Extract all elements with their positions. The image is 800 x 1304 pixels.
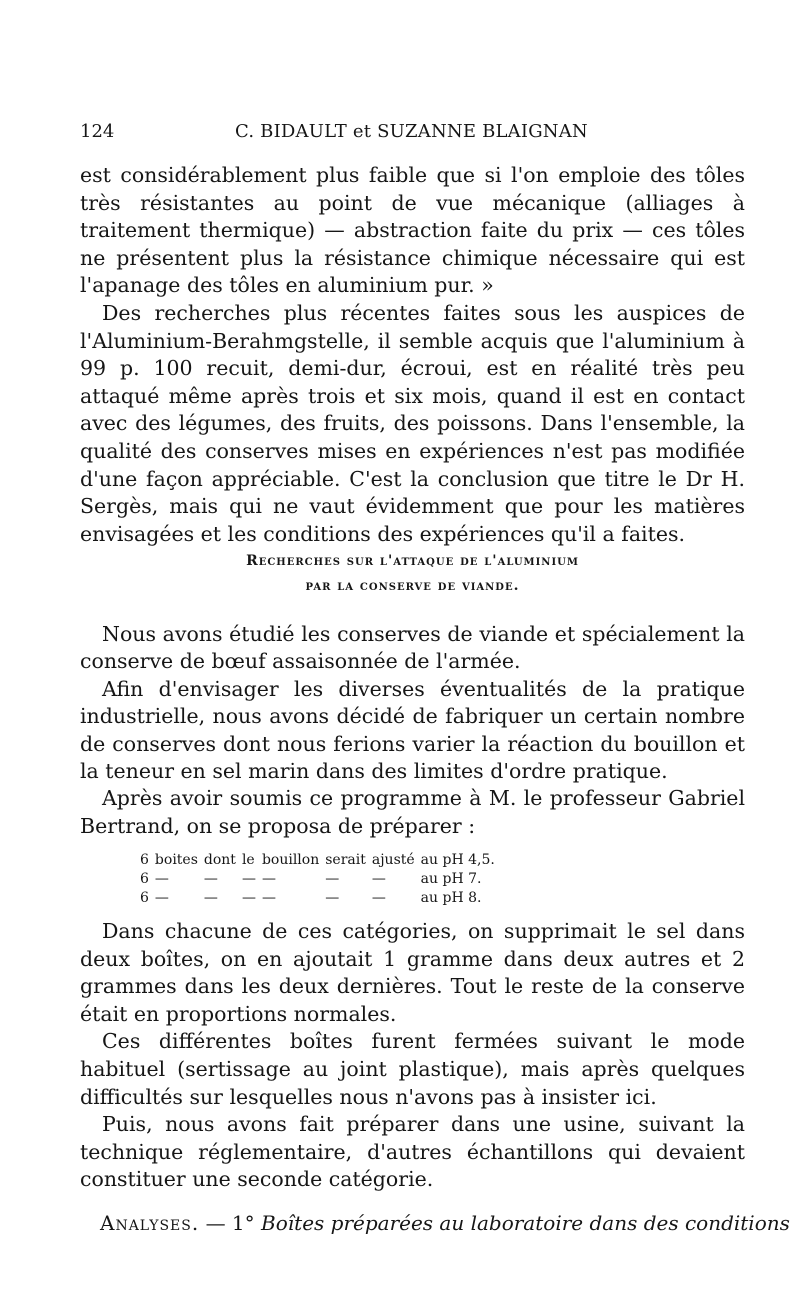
table-cell: au pH 4,5. bbox=[420, 852, 495, 868]
table-cell: — bbox=[203, 871, 218, 887]
table-cell: au pH 7. bbox=[420, 871, 482, 887]
analyses-heading-line bbox=[100, 1211, 790, 1235]
paragraph: Nous avons étudié les conserves de viande et spécialement la conserve de bœuf assaisonnée de l'armée. bbox=[80, 622, 745, 674]
table-cell: — bbox=[325, 871, 340, 887]
body-text-middle bbox=[80, 621, 745, 840]
paragraph: Des recherches plus récentes faites sous les auspices de l'Aluminium-Berahmgstelle, il semble acquis que l'aluminium à 99 p. 100 recuit, demi-dur, écroui, est en réalité très peu attaqué même après trois et six mois, quand il est en contact avec des légumes, des fruits, des poissons. Dans l'ensemble, la qualité des conserves mises en expériences n'est pas modifiée d'une façon appréciable. C'est la conclusion que titre le Dr H. Sergès, mais qui ne vaut évidemment que pour les matières envisagées et les conditions des expériences qu'il a faites. bbox=[80, 300, 745, 546]
table-cell: le bbox=[241, 852, 255, 868]
table-row bbox=[140, 870, 501, 889]
ph-specification-table bbox=[140, 851, 501, 908]
table-cell: 6 bbox=[140, 890, 149, 906]
page-number: 124 bbox=[80, 121, 115, 142]
table-cell: — bbox=[154, 890, 169, 906]
table-cell: — bbox=[241, 871, 256, 887]
table-row bbox=[140, 851, 501, 870]
table-cell: — bbox=[371, 890, 386, 906]
table-cell: dont bbox=[203, 852, 236, 868]
table-cell: ajusté bbox=[371, 852, 415, 868]
paragraph: Dans chacune de ces catégories, on supprimait le sel dans deux boîtes, on en ajoutait 1 gramme dans deux autres et 2 grammes dans les deux dernières. Tout le reste de la conserve était en proportions normales. bbox=[80, 919, 745, 1026]
section-title-line-2: par la conserve de viande. bbox=[305, 578, 520, 594]
paragraph: Puis, nous avons fait préparer dans une usine, suivant la technique réglementaire, d'autres échantillons qui devaient constituer une seconde catégorie. bbox=[80, 1112, 745, 1192]
table-row bbox=[140, 889, 501, 908]
paragraph: est considérablement plus faible que si l'on emploie des tôles très résistantes au point de vue mécanique (alliages à traitement thermique) — abstraction faite du prix — ces tôles ne présentent plus la résistance chimique nécessaire qui est l'apanage des tôles en aluminium pur. » bbox=[80, 163, 745, 298]
table-cell: — bbox=[241, 890, 256, 906]
paragraph: Afin d'envisager les diverses éventualités de la pratique industrielle, nous avons décidé de fabriquer un certain nombre de conserves dont nous ferions varier la réaction du bouillon et la teneur en sel marin dans des limites d'ordre pratique. bbox=[80, 676, 745, 784]
table-cell: boites bbox=[154, 852, 198, 868]
body-text-top bbox=[80, 162, 745, 548]
paragraph: Ces différentes boîtes furent fermées suivant le mode habituel (sertissage au joint plastique), mais après quelques difficultés sur lesquelles nous n'avons pas à insister ici. bbox=[80, 1029, 745, 1109]
paragraph: Après avoir soumis ce programme à M. le professeur Gabriel Bertrand, on se proposa de préparer : bbox=[80, 786, 745, 838]
table-cell: 6 bbox=[140, 852, 149, 868]
page-header bbox=[80, 121, 745, 149]
table-cell: — bbox=[203, 890, 218, 906]
table-cell: — bbox=[154, 871, 169, 887]
table-cell: — bbox=[325, 890, 340, 906]
analyses-dash: — 1° bbox=[199, 1211, 262, 1235]
table-cell: — bbox=[261, 890, 276, 906]
running-head: C. BIDAULT et SUZANNE BLAIGNAN bbox=[235, 121, 588, 142]
body-text-bottom bbox=[80, 918, 745, 1194]
analyses-label: Analyses. bbox=[100, 1211, 200, 1235]
section-title-line-1: Recherches sur l'attaque de l'aluminium bbox=[246, 553, 579, 569]
table-cell: bouillon bbox=[261, 852, 320, 868]
table-cell: — bbox=[261, 871, 276, 887]
table-cell: au pH 8. bbox=[420, 890, 482, 906]
table-cell: serait bbox=[325, 852, 366, 868]
table-cell: — bbox=[371, 871, 386, 887]
analyses-italic-text: Boîtes préparées au laboratoire dans des conditions bbox=[261, 1211, 790, 1235]
table-cell: 6 bbox=[140, 871, 149, 887]
